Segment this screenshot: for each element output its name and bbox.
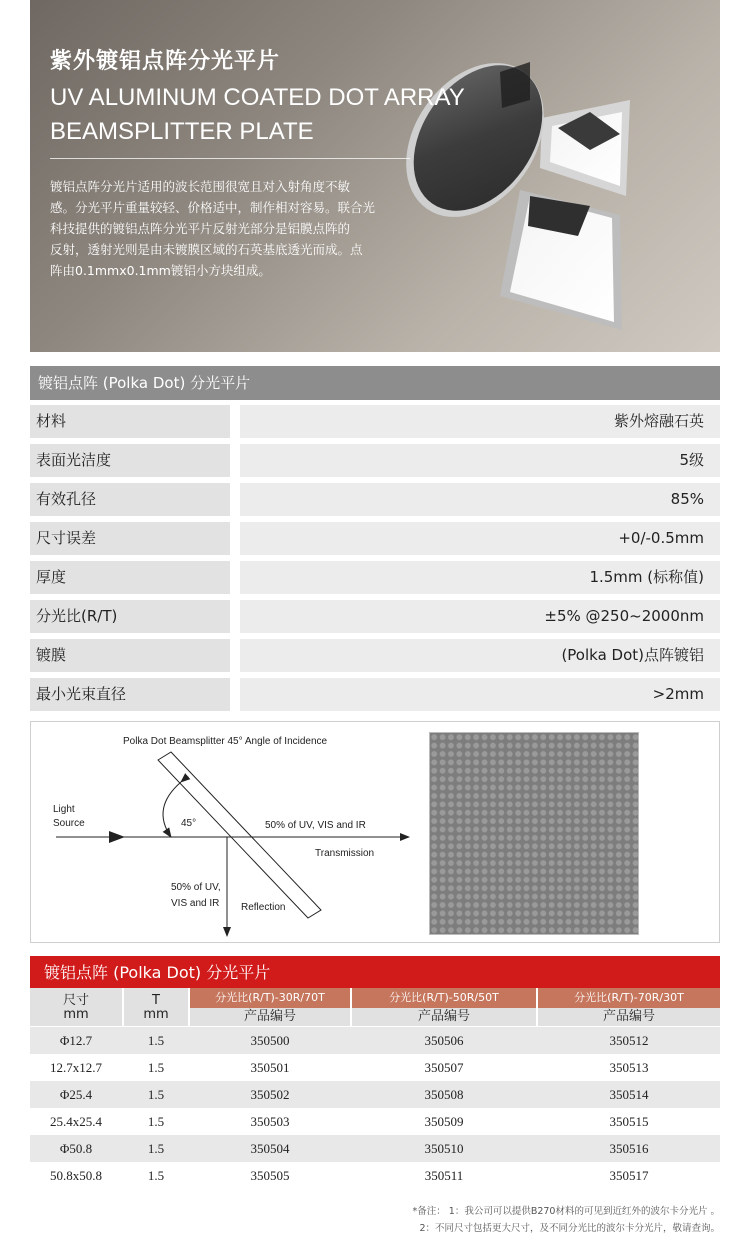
cell-code: 350507 [424, 1060, 464, 1075]
cell-thickness: 1.5 [147, 1114, 165, 1129]
transmission-label: Transmission [315, 848, 375, 859]
column-header-thickness-unit: mm [143, 1007, 169, 1022]
cell-size: 12.7x12.7 [50, 1060, 102, 1075]
footnote-line-1: *备注： 1：我公司可以提供B270材料的可见到近红外的波尔卡分光片 。 [412, 1206, 720, 1217]
column-header-product-code: 产品编号 [190, 1008, 350, 1026]
english-title-line-2: BEAMSPLITTER PLATE [50, 118, 314, 145]
cell-code: 350511 [424, 1168, 464, 1183]
spec-key: 厚度 [30, 561, 230, 594]
spec-value: >2mm [240, 678, 720, 711]
reflection-label: Reflection [241, 902, 286, 913]
cell-code: 350513 [609, 1060, 649, 1075]
beamsplitter-diagram-panel [30, 721, 720, 943]
table-row [30, 1027, 720, 1054]
hero-banner [30, 0, 720, 352]
spec-key: 材料 [30, 405, 230, 438]
spec-key: 分光比(R/T) [30, 600, 230, 633]
cell-size: Φ25.4 [59, 1087, 93, 1102]
description-line: 科技提供的镀铝点阵分光平片反射光部分是铝膜点阵的 [50, 221, 351, 236]
table-row [30, 1054, 720, 1081]
spec-row-surface-quality [30, 444, 720, 477]
description-line: 阵由0.1mmx0.1mm镀铝小方块组成。 [50, 263, 271, 278]
cell-code: 350506 [424, 1033, 464, 1048]
spec-table-header: 镀铝点阵 (Polka Dot) 分光平片 [30, 366, 720, 400]
description-line: 感。分光平片重量较轻、价格适中，制作相对容易。联合光 [50, 200, 376, 215]
column-header-size-label: 尺寸 [62, 993, 89, 1008]
spec-key: 表面光洁度 [30, 444, 230, 477]
product-description [50, 176, 410, 281]
table-row [30, 1135, 720, 1162]
transmission-note: 50% of UV, VIS and IR [265, 820, 366, 831]
cell-code: 350512 [609, 1033, 649, 1048]
cell-code: 350515 [609, 1114, 649, 1129]
cell-code: 350508 [424, 1087, 464, 1102]
reflection-note-line-2: VIS and IR [171, 898, 220, 909]
cell-code: 350514 [609, 1087, 649, 1102]
spec-row-clear-aperture [30, 483, 720, 516]
column-header-size-unit: mm [63, 1007, 89, 1022]
spec-value: 紫外熔融石英 [240, 405, 720, 438]
spec-row-thickness [30, 561, 720, 594]
cell-thickness: 1.5 [147, 1141, 165, 1156]
column-header-ratio-30-70: 分光比(R/T)-30R/70T [190, 988, 350, 1008]
cell-thickness: 1.5 [147, 1060, 165, 1075]
table-row [30, 1081, 720, 1108]
spec-row-coating [30, 639, 720, 672]
cell-thickness: 1.5 [147, 1168, 165, 1183]
column-header-product-code: 产品编号 [352, 1008, 536, 1026]
reflection-note-line-1: 50% of UV, [171, 882, 221, 893]
cell-code: 350503 [250, 1114, 290, 1129]
column-header-thickness [124, 988, 188, 1026]
column-header-thickness-label: T [152, 993, 160, 1008]
cell-size: 50.8x50.8 [50, 1168, 102, 1183]
cell-thickness: 1.5 [147, 1033, 165, 1048]
spec-value: ±5% @250~2000nm [240, 600, 720, 633]
cell-code: 350501 [250, 1060, 290, 1075]
beamsplitter-diagram [31, 722, 431, 944]
spec-value: (Polka Dot)点阵镀铝 [240, 639, 720, 672]
spec-value: 1.5mm (标称值) [240, 561, 720, 594]
spec-key: 有效孔径 [30, 483, 230, 516]
angle-label: 45° [181, 818, 197, 829]
spec-key: 最小光束直径 [30, 678, 230, 711]
spec-row-split-ratio [30, 600, 720, 633]
table-row [30, 1162, 720, 1189]
english-title-line-1: UV ALUMINUM COATED DOT ARRAY [50, 84, 465, 111]
spec-key: 镀膜 [30, 639, 230, 672]
spec-row-material [30, 405, 720, 438]
cell-code: 350509 [424, 1114, 464, 1129]
light-source-label-line-2: Source [53, 818, 85, 829]
title-divider [50, 158, 410, 159]
page-title: 紫外镀铝点阵分光平片 [50, 49, 281, 74]
column-header-product-code: 产品编号 [538, 1008, 720, 1026]
cell-thickness: 1.5 [147, 1087, 165, 1102]
column-header-ratio-70-30: 分光比(R/T)-70R/30T [538, 988, 720, 1008]
cell-size: Φ12.7 [59, 1033, 93, 1048]
dot-array-micrograph [429, 732, 639, 935]
table-row [30, 1108, 720, 1135]
spec-row-min-beam-diameter [30, 678, 720, 711]
description-line: 镀铝点阵分光片适用的波长范围很宽且对入射角度不敏 [50, 179, 351, 194]
cell-size: Φ50.8 [59, 1141, 93, 1156]
description-line: 反射，透射光则是由未镀膜区域的石英基底透光而成。点 [50, 242, 363, 257]
diagram-title: Polka Dot Beamsplitter 45° Angle of Incidence [123, 736, 328, 747]
column-header-size [30, 988, 122, 1026]
spec-row-dimension-tolerance [30, 522, 720, 555]
cell-code: 350516 [609, 1141, 649, 1156]
cell-code: 350504 [250, 1141, 290, 1156]
spec-value: 5级 [240, 444, 720, 477]
product-table-header: 镀铝点阵 (Polka Dot) 分光平片 [30, 956, 720, 988]
cell-code: 350502 [250, 1087, 290, 1102]
cell-code: 350505 [250, 1168, 290, 1183]
light-source-label-line-1: Light [53, 804, 75, 815]
cell-size: 25.4x25.4 [50, 1114, 102, 1129]
spec-value: +0/-0.5mm [240, 522, 720, 555]
cell-code: 350500 [250, 1033, 290, 1048]
spec-key: 尺寸误差 [30, 522, 230, 555]
spec-value: 85% [240, 483, 720, 516]
footnote-line-2: 2：不同尺寸包括更大尺寸，及不同分光比的波尔卡分光片，敬请查询。 [419, 1223, 720, 1234]
column-header-ratio-50-50: 分光比(R/T)-50R/50T [352, 988, 536, 1008]
cell-code: 350510 [424, 1141, 464, 1156]
cell-code: 350517 [609, 1168, 649, 1183]
